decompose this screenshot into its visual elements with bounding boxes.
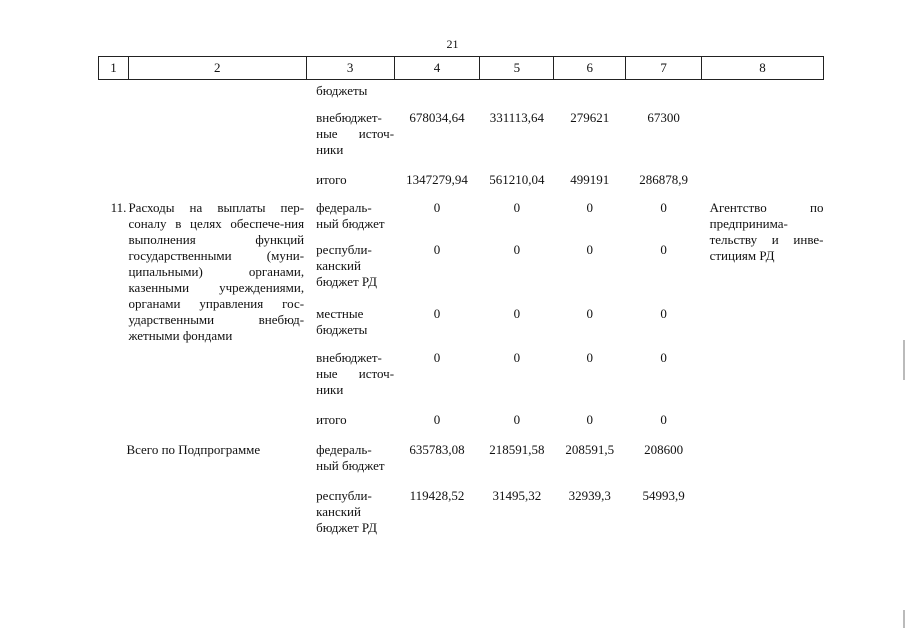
value-cell: 678034,64 xyxy=(409,109,465,125)
value-cell: 0 xyxy=(513,305,521,321)
funding-source: республи-канский бюджет РД xyxy=(316,487,378,535)
value-cell: 31495,32 xyxy=(492,487,542,503)
column-header-5: 5 xyxy=(480,57,554,80)
value-cell: 0 xyxy=(660,241,667,257)
value-cell: 0 xyxy=(586,241,594,257)
value-cell: 0 xyxy=(586,305,594,321)
value-cell: 0 xyxy=(433,305,441,321)
funding-source: федераль-ный бюджет xyxy=(316,441,385,473)
value-cell: 119428,52 xyxy=(409,487,465,503)
table-row xyxy=(99,200,824,242)
table-row xyxy=(99,172,824,200)
value-cell: 0 xyxy=(586,349,594,365)
column-header-6: 6 xyxy=(554,57,626,80)
column-header-1: 1 xyxy=(99,57,129,80)
value-cell: 0 xyxy=(433,241,441,257)
column-header-7: 7 xyxy=(626,57,702,80)
budget-table xyxy=(98,56,824,548)
funding-source: федераль-ный бюджет xyxy=(316,199,385,231)
value-cell: 0 xyxy=(586,199,594,215)
table-row xyxy=(99,442,824,488)
subprogram-total-label: Всего по Подпрограмме xyxy=(126,441,261,457)
table-row xyxy=(99,80,824,110)
item-executor: Агентство по предпринима-тельству и инве-стициям РД xyxy=(709,199,824,263)
table-header-row xyxy=(99,57,824,80)
item-number: 11. xyxy=(110,199,127,215)
value-cell: 0 xyxy=(513,411,521,427)
value-cell: 0 xyxy=(513,241,521,257)
funding-source: итого xyxy=(316,411,347,427)
value-cell: 0 xyxy=(660,305,667,321)
value-cell: 0 xyxy=(660,199,667,215)
value-cell: 0 xyxy=(586,411,594,427)
column-header-8: 8 xyxy=(702,57,824,80)
funding-source: итого xyxy=(316,171,347,187)
value-cell: 286878,9 xyxy=(639,171,689,187)
value-cell: 54993,9 xyxy=(642,487,685,503)
item-description: Расходы на выплаты пер-соналу в целях обеспече-ния выполнения функций государственными (муни-ципальными) органами, казенными учреждениями, органами управления гос-ударственными внебюд-жетными фондами xyxy=(128,199,305,343)
value-cell: 0 xyxy=(433,349,441,365)
column-header-3: 3 xyxy=(306,57,394,80)
value-cell: 0 xyxy=(433,199,441,215)
value-cell: 0 xyxy=(513,199,521,215)
funding-source: бюджеты xyxy=(316,83,368,98)
value-cell: 279621 xyxy=(570,109,610,125)
value-cell: 208591,5 xyxy=(565,441,615,457)
column-header-4: 4 xyxy=(394,57,480,80)
funding-source: местные бюджеты xyxy=(316,305,368,337)
funding-source: внебюджет-ные источ-ники xyxy=(316,109,395,157)
column-header-2: 2 xyxy=(128,57,306,80)
value-cell: 0 xyxy=(660,411,667,427)
value-cell: 208600 xyxy=(644,441,684,457)
value-cell: 32939,3 xyxy=(568,487,611,503)
value-cell: 0 xyxy=(660,349,667,365)
value-cell: 67300 xyxy=(647,109,680,125)
value-cell: 561210,04 xyxy=(489,171,545,187)
value-cell: 218591,58 xyxy=(489,441,545,457)
table-row xyxy=(99,110,824,172)
value-cell: 499191 xyxy=(570,171,610,187)
page-number: 21 xyxy=(446,37,459,51)
value-cell: 0 xyxy=(433,411,441,427)
funding-source: внебюджет-ные источ-ники xyxy=(316,349,395,397)
value-cell: 331113,64 xyxy=(489,109,545,125)
value-cell: 0 xyxy=(513,349,521,365)
value-cell: 635783,08 xyxy=(409,441,465,457)
value-cell: 1347279,94 xyxy=(406,171,468,187)
funding-source: республи-канский бюджет РД xyxy=(316,241,378,289)
